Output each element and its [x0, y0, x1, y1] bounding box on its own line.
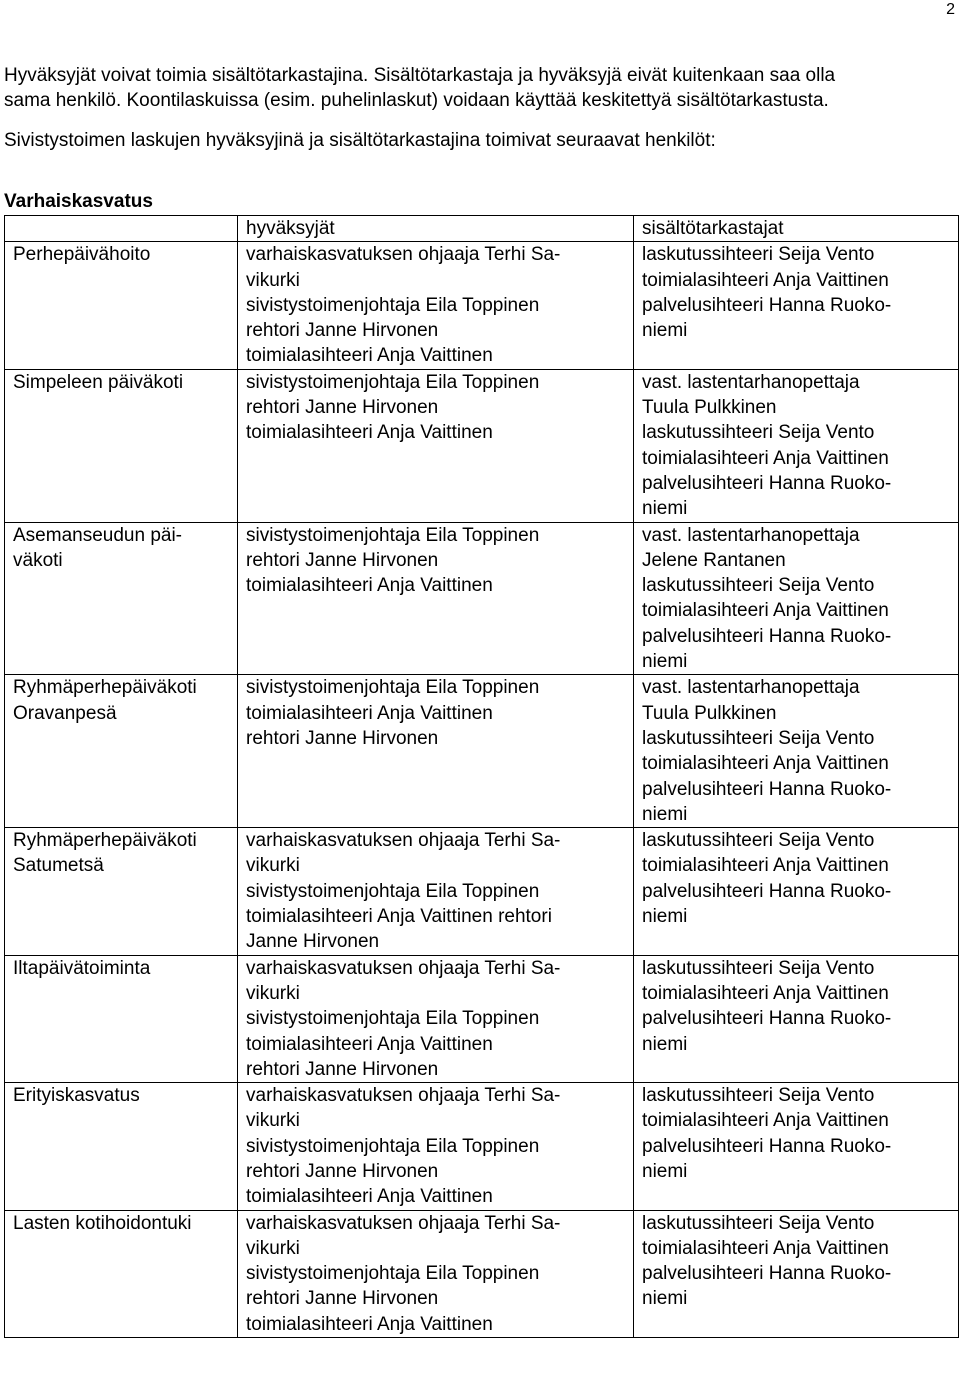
cell-line: vikurki — [246, 269, 300, 291]
cell-line: toimialasihteeri Anja Vaittinen — [642, 269, 889, 291]
unit-cell — [5, 828, 238, 955]
cell-line: rehtori Janne Hirvonen — [246, 1288, 439, 1310]
cell-line: laskutussihteeri Seija Vento — [642, 1212, 875, 1234]
cell-line: palvelusihteeri Hanna Ruoko- — [642, 1135, 892, 1157]
cell-line: sivistystoimenjohtaja Eila Toppinen — [246, 880, 540, 902]
cell-line: väkoti — [13, 549, 63, 571]
cell-line — [642, 1184, 952, 1209]
intro-line: sama henkilö. Koontilaskuissa (esim. puhelinlaskut) voidaan käyttää keskitettyä sisältötarkastusta. — [4, 90, 829, 112]
cell-line: toimialasihteeri Anja Vaittinen — [246, 575, 493, 597]
cell-line — [13, 471, 231, 496]
cell-line: vikurki — [246, 1237, 300, 1259]
cell-line — [246, 496, 627, 521]
cell-line: vikurki — [246, 982, 300, 1004]
cell-line — [13, 802, 231, 827]
cell-line — [13, 1184, 231, 1209]
cell-line: niemi — [642, 320, 688, 342]
cell-line: toimialasihteeri Anja Vaittinen rehtori — [246, 906, 552, 928]
cell-line — [642, 1057, 952, 1082]
cell-line: toimialasihteeri Anja Vaittinen — [642, 753, 889, 775]
cell-line — [13, 573, 231, 598]
cell-line: Tuula Pulkkinen — [642, 397, 777, 419]
section-title: Varhaiskasvatus — [4, 191, 153, 212]
cell-line — [246, 624, 627, 649]
cell-line: Perhepäivähoito — [13, 244, 151, 266]
intro-line: Hyväksyjät voivat toimia sisältötarkastajina. Sisältötarkastaja ja hyväksyjä eivät kuitenkaan saa olla — [4, 65, 836, 86]
cell-line: palvelusihteeri Hanna Ruoko- — [642, 1263, 892, 1285]
approvers-cell — [238, 675, 634, 828]
cell-line — [13, 293, 231, 318]
cell-line: toimialasihteeri Anja Vaittinen — [246, 1033, 493, 1055]
cell-line: palvelusihteeri Hanna Ruoko- — [642, 472, 892, 494]
cell-line: palvelusihteeri Hanna Ruoko- — [642, 1008, 892, 1030]
cell-line: palvelusihteeri Hanna Ruoko- — [642, 778, 892, 800]
table-row — [5, 242, 959, 369]
cell-line — [13, 318, 231, 343]
intro-paragraph-1 — [4, 63, 954, 114]
cell-line: rehtori Janne Hirvonen — [246, 320, 439, 342]
inspectors-cell — [634, 955, 959, 1082]
cell-line: rehtori Janne Hirvonen — [246, 397, 439, 419]
cell-line — [642, 1312, 952, 1337]
cell-line — [246, 751, 627, 776]
cell-line: laskutussihteeri Seija Vento — [642, 957, 875, 979]
cell-line: laskutussihteeri Seija Vento — [642, 244, 875, 266]
table-row — [5, 828, 959, 955]
approvers-cell — [238, 1210, 634, 1337]
inspectors-cell — [634, 369, 959, 522]
cell-line: Lasten kotihoidontuki — [13, 1212, 192, 1234]
cell-line: Erityiskasvatus — [13, 1085, 140, 1107]
cell-line: vast. lastentarhanopettaja — [642, 677, 860, 699]
cell-line: niemi — [642, 803, 688, 825]
cell-line — [13, 496, 231, 521]
cell-line — [13, 1159, 231, 1184]
cell-line — [642, 343, 952, 368]
approvers-cell — [238, 242, 634, 369]
header-inspectors: sisältötarkastajat — [634, 216, 959, 242]
cell-line: Jelene Rantanen — [642, 549, 786, 571]
cell-line: sivistystoimenjohtaja Eila Toppinen — [246, 371, 540, 393]
cell-line — [13, 904, 231, 929]
cell-line: Asemanseudun päi- — [13, 524, 182, 546]
unit-cell — [5, 369, 238, 522]
cell-line: toimialasihteeri Anja Vaittinen — [246, 702, 493, 724]
cell-line: laskutussihteeri Seija Vento — [642, 422, 875, 444]
cell-line: sivistystoimenjohtaja Eila Toppinen — [246, 524, 540, 546]
cell-line: rehtori Janne Hirvonen — [246, 727, 439, 749]
cell-line — [13, 649, 231, 674]
unit-cell — [5, 1083, 238, 1210]
cell-line: toimialasihteeri Anja Vaittinen — [246, 345, 493, 367]
table-header-row — [5, 216, 959, 242]
cell-line: Iltapäivätoiminta — [13, 957, 151, 979]
cell-line — [13, 1286, 231, 1311]
cell-line — [13, 1006, 231, 1031]
table-row — [5, 1210, 959, 1337]
inspectors-cell — [634, 242, 959, 369]
cell-line: sivistystoimenjohtaja Eila Toppinen — [246, 1135, 540, 1157]
page-number: 2 — [946, 1, 955, 18]
cell-line: niemi — [642, 1288, 688, 1310]
cell-line: laskutussihteeri Seija Vento — [642, 830, 875, 852]
cell-line — [13, 1057, 231, 1082]
table-row — [5, 1083, 959, 1210]
cell-line: vikurki — [246, 855, 300, 877]
cell-line — [13, 879, 231, 904]
unit-cell — [5, 522, 238, 675]
cell-line: varhaiskasvatuksen ohjaaja Terhi Sa- — [246, 1085, 561, 1107]
cell-line — [246, 446, 627, 471]
cell-line: Ryhmäperhepäiväkoti — [13, 677, 197, 699]
cell-line — [13, 446, 231, 471]
table-row — [5, 369, 959, 522]
cell-line: niemi — [642, 1033, 688, 1055]
cell-line: varhaiskasvatuksen ohjaaja Terhi Sa- — [246, 1212, 561, 1234]
inspectors-cell — [634, 1083, 959, 1210]
cell-line: sivistystoimenjohtaja Eila Toppinen — [246, 294, 540, 316]
cell-line — [13, 981, 231, 1006]
cell-line: palvelusihteeri Hanna Ruoko- — [642, 625, 892, 647]
cell-line — [246, 777, 627, 802]
cell-line — [246, 649, 627, 674]
cell-line: laskutussihteeri Seija Vento — [642, 1085, 875, 1107]
cell-line: varhaiskasvatuksen ohjaaja Terhi Sa- — [246, 957, 561, 979]
cell-line — [13, 268, 231, 293]
cell-line: toimialasihteeri Anja Vaittinen — [642, 1110, 889, 1132]
cell-line — [13, 598, 231, 623]
cell-line: Tuula Pulkkinen — [642, 702, 777, 724]
cell-line: toimialasihteeri Anja Vaittinen — [642, 855, 889, 877]
approvers-table — [4, 215, 959, 1338]
cell-line: palvelusihteeri Hanna Ruoko- — [642, 880, 892, 902]
cell-line: sivistystoimenjohtaja Eila Toppinen — [246, 677, 540, 699]
header-unit — [5, 216, 238, 242]
unit-cell — [5, 675, 238, 828]
cell-line — [13, 395, 231, 420]
approvers-cell — [238, 955, 634, 1082]
cell-line: niemi — [642, 498, 688, 520]
cell-line: toimialasihteeri Anja Vaittinen — [642, 982, 889, 1004]
cell-line: toimialasihteeri Anja Vaittinen — [642, 1237, 889, 1259]
unit-cell — [5, 1210, 238, 1337]
cell-line: Janne Hirvonen — [246, 931, 380, 953]
cell-line — [13, 751, 231, 776]
cell-line — [13, 777, 231, 802]
approvers-cell — [238, 522, 634, 675]
cell-line: toimialasihteeri Anja Vaittinen — [246, 422, 493, 444]
cell-line: laskutussihteeri Seija Vento — [642, 575, 875, 597]
cell-line — [13, 624, 231, 649]
cell-line: rehtori Janne Hirvonen — [246, 1160, 439, 1182]
cell-line: niemi — [642, 906, 688, 928]
cell-line: rehtori Janne Hirvonen — [246, 1058, 439, 1080]
inspectors-cell — [634, 828, 959, 955]
cell-line — [13, 1108, 231, 1133]
cell-line: toimialasihteeri Anja Vaittinen — [642, 447, 889, 469]
approvers-cell — [238, 1083, 634, 1210]
cell-line: varhaiskasvatuksen ohjaaja Terhi Sa- — [246, 830, 561, 852]
cell-line: toimialasihteeri Anja Vaittinen — [246, 1313, 493, 1335]
cell-line — [13, 929, 231, 954]
cell-line: laskutussihteeri Seija Vento — [642, 727, 875, 749]
cell-line: toimialasihteeri Anja Vaittinen — [246, 1186, 493, 1208]
intro-paragraph-2: Sivistystoimen laskujen hyväksyjinä ja sisältötarkastajina toimivat seuraavat henkilöt: — [4, 129, 716, 151]
cell-line: Simpeleen päiväkoti — [13, 371, 184, 393]
cell-line — [13, 726, 231, 751]
cell-line: Oravanpesä — [13, 702, 117, 724]
cell-line: niemi — [642, 1160, 688, 1182]
cell-line: vast. lastentarhanopettaja — [642, 371, 860, 393]
approvers-cell — [238, 369, 634, 522]
cell-line: Ryhmäperhepäiväkoti — [13, 830, 197, 852]
cell-line: sivistystoimenjohtaja Eila Toppinen — [246, 1263, 540, 1285]
cell-line — [13, 1312, 231, 1337]
cell-line: vast. lastentarhanopettaja — [642, 524, 860, 546]
approvers-cell — [238, 828, 634, 955]
cell-line — [13, 343, 231, 368]
table-row — [5, 522, 959, 675]
unit-cell — [5, 955, 238, 1082]
intro-text — [4, 63, 954, 153]
cell-line — [13, 1261, 231, 1286]
inspectors-cell — [634, 675, 959, 828]
cell-line — [13, 1032, 231, 1057]
cell-line — [246, 471, 627, 496]
cell-line — [246, 598, 627, 623]
header-approvers: hyväksyjät — [238, 216, 634, 242]
cell-line: rehtori Janne Hirvonen — [246, 549, 439, 571]
cell-line: varhaiskasvatuksen ohjaaja Terhi Sa- — [246, 244, 561, 266]
cell-line — [13, 420, 231, 445]
cell-line: Satumetsä — [13, 855, 104, 877]
cell-line: palvelusihteeri Hanna Ruoko- — [642, 294, 892, 316]
inspectors-cell — [634, 522, 959, 675]
cell-line: vikurki — [246, 1110, 300, 1132]
unit-cell — [5, 242, 238, 369]
cell-line: sivistystoimenjohtaja Eila Toppinen — [246, 1008, 540, 1030]
cell-line — [13, 1236, 231, 1261]
table-row — [5, 675, 959, 828]
cell-line — [13, 1134, 231, 1159]
cell-line — [642, 929, 952, 954]
inspectors-cell — [634, 1210, 959, 1337]
cell-line: niemi — [642, 651, 688, 673]
cell-line — [246, 802, 627, 827]
table-row — [5, 955, 959, 1082]
cell-line: toimialasihteeri Anja Vaittinen — [642, 600, 889, 622]
